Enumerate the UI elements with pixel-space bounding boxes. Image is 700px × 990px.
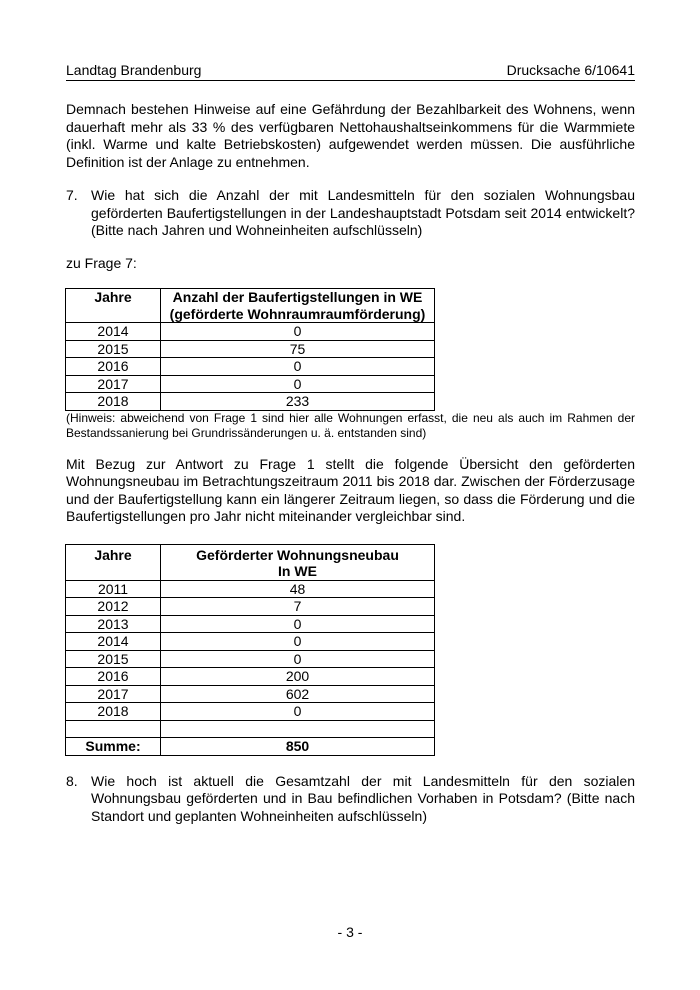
table-row bbox=[66, 393, 435, 411]
table-header-row bbox=[66, 289, 435, 323]
cell-value: 7 bbox=[161, 598, 435, 616]
cell-year: 2016 bbox=[66, 668, 161, 686]
cell-empty bbox=[161, 720, 435, 738]
page-header bbox=[66, 62, 635, 81]
column-header-year: Jahre bbox=[66, 544, 161, 580]
table-wohnungsneubau bbox=[65, 544, 435, 756]
table-baufertigstellungen bbox=[65, 288, 435, 411]
table-row bbox=[66, 375, 435, 393]
table-row bbox=[66, 340, 435, 358]
cell-year: 2014 bbox=[66, 323, 161, 341]
cell-value: 233 bbox=[161, 393, 435, 411]
table-row-empty bbox=[66, 720, 435, 738]
question-8-text: Wie hoch ist aktuell die Gesamtzahl der mit Landesmitteln für den sozialen Wohnungsbau geförderten und in Bau befindlichen Vorhaben in Potsdam? (Bitte nach Standort und geplanten Wohneinheiten aufschlüsseln) bbox=[91, 772, 635, 824]
cell-year: 2014 bbox=[66, 633, 161, 651]
cell-value: 0 bbox=[161, 375, 435, 393]
column-header-year: Jahre bbox=[66, 289, 161, 323]
sum-label: Summe: bbox=[66, 738, 161, 756]
table-sum-row bbox=[66, 738, 435, 756]
table-row bbox=[66, 323, 435, 341]
cell-value: 75 bbox=[161, 340, 435, 358]
cell-year: 2015 bbox=[66, 650, 161, 668]
cell-year: 2018 bbox=[66, 393, 161, 411]
table-row bbox=[66, 358, 435, 376]
sum-value: 850 bbox=[161, 738, 435, 756]
header-left: Landtag Brandenburg bbox=[66, 62, 202, 78]
cell-year: 2015 bbox=[66, 340, 161, 358]
cell-value: 0 bbox=[161, 650, 435, 668]
cell-value: 0 bbox=[161, 323, 435, 341]
table-row bbox=[66, 598, 435, 616]
answer-7-label: zu Frage 7: bbox=[66, 254, 137, 271]
cell-year: 2018 bbox=[66, 703, 161, 721]
column-header-value: Anzahl der Baufertigstellungen in WE (geförderte Wohnraumraumförderung) bbox=[161, 289, 435, 323]
cell-year: 2013 bbox=[66, 615, 161, 633]
table-row bbox=[66, 580, 435, 598]
table-row bbox=[66, 615, 435, 633]
table-row bbox=[66, 633, 435, 651]
cell-value: 200 bbox=[161, 668, 435, 686]
cell-value: 602 bbox=[161, 685, 435, 703]
table-row bbox=[66, 668, 435, 686]
column-header-value-line2: In WE bbox=[278, 563, 317, 579]
column-header-value-line1: Geförderter Wohnungsneubau bbox=[196, 546, 399, 563]
header-right: Drucksache 6/10641 bbox=[506, 62, 635, 78]
table-row bbox=[66, 685, 435, 703]
table-note: (Hinweis: abweichend von Frage 1 sind hier alle Wohnungen erfasst, die neu als auch im Rahmen der Bestandssanierung bei Grundrissänderungen u. ä. entstanden sind) bbox=[66, 410, 635, 440]
bezug-paragraph: Mit Bezug zur Antwort zu Frage 1 stellt die folgende Übersicht den geförderten Wohnungsneubau im Betrachtungszeitraum 2011 bis 2018 dar. Zwischen der Förderzusage und der Baufertigstellung kann ein längerer Zeitraum liegen, so dass die Förderung und die Baufertigstellungen pro Jahr nicht miteinander vergleichbar sind. bbox=[66, 455, 635, 524]
document-page bbox=[66, 62, 635, 825]
cell-value: 0 bbox=[161, 703, 435, 721]
question-8-number: 8. bbox=[66, 772, 78, 789]
cell-value: 0 bbox=[161, 615, 435, 633]
table-header-row bbox=[66, 544, 435, 580]
cell-empty bbox=[66, 720, 161, 738]
question-8 bbox=[66, 773, 635, 826]
intro-paragraph: Demnach bestehen Hinweise auf eine Gefährdung der Bezahlbarkeit des Wohnens, wenn dauerhaft mehr als 33 % des verfügbaren Nettohaushaltseinkommens für die Warmmiete (inkl. Warme und kalte Betriebskosten) aufgewendet werden müssen. Die ausführliche Definition ist der Anlage zu entnehmen. bbox=[66, 101, 635, 170]
page-number: - 3 - bbox=[337, 924, 363, 940]
column-header-value bbox=[161, 544, 435, 580]
question-7 bbox=[66, 187, 635, 240]
cell-value: 0 bbox=[161, 633, 435, 651]
question-7-text: Wie hat sich die Anzahl der mit Landesmitteln für den sozialen Wohnungsbau geförderten Baufertigstellungen in der Landeshauptstadt Potsdam seit 2014 entwickelt? (Bitte nach Jahren und Wohneinheiten aufschlüsseln) bbox=[91, 187, 635, 238]
cell-year: 2017 bbox=[66, 685, 161, 703]
cell-value: 0 bbox=[161, 358, 435, 376]
table-row bbox=[66, 650, 435, 668]
question-7-number: 7. bbox=[66, 187, 78, 203]
cell-year: 2012 bbox=[66, 598, 161, 616]
cell-value: 48 bbox=[161, 580, 435, 598]
cell-year: 2016 bbox=[66, 358, 161, 376]
cell-year: 2011 bbox=[66, 580, 161, 598]
table-row bbox=[66, 703, 435, 721]
cell-year: 2017 bbox=[66, 375, 161, 393]
